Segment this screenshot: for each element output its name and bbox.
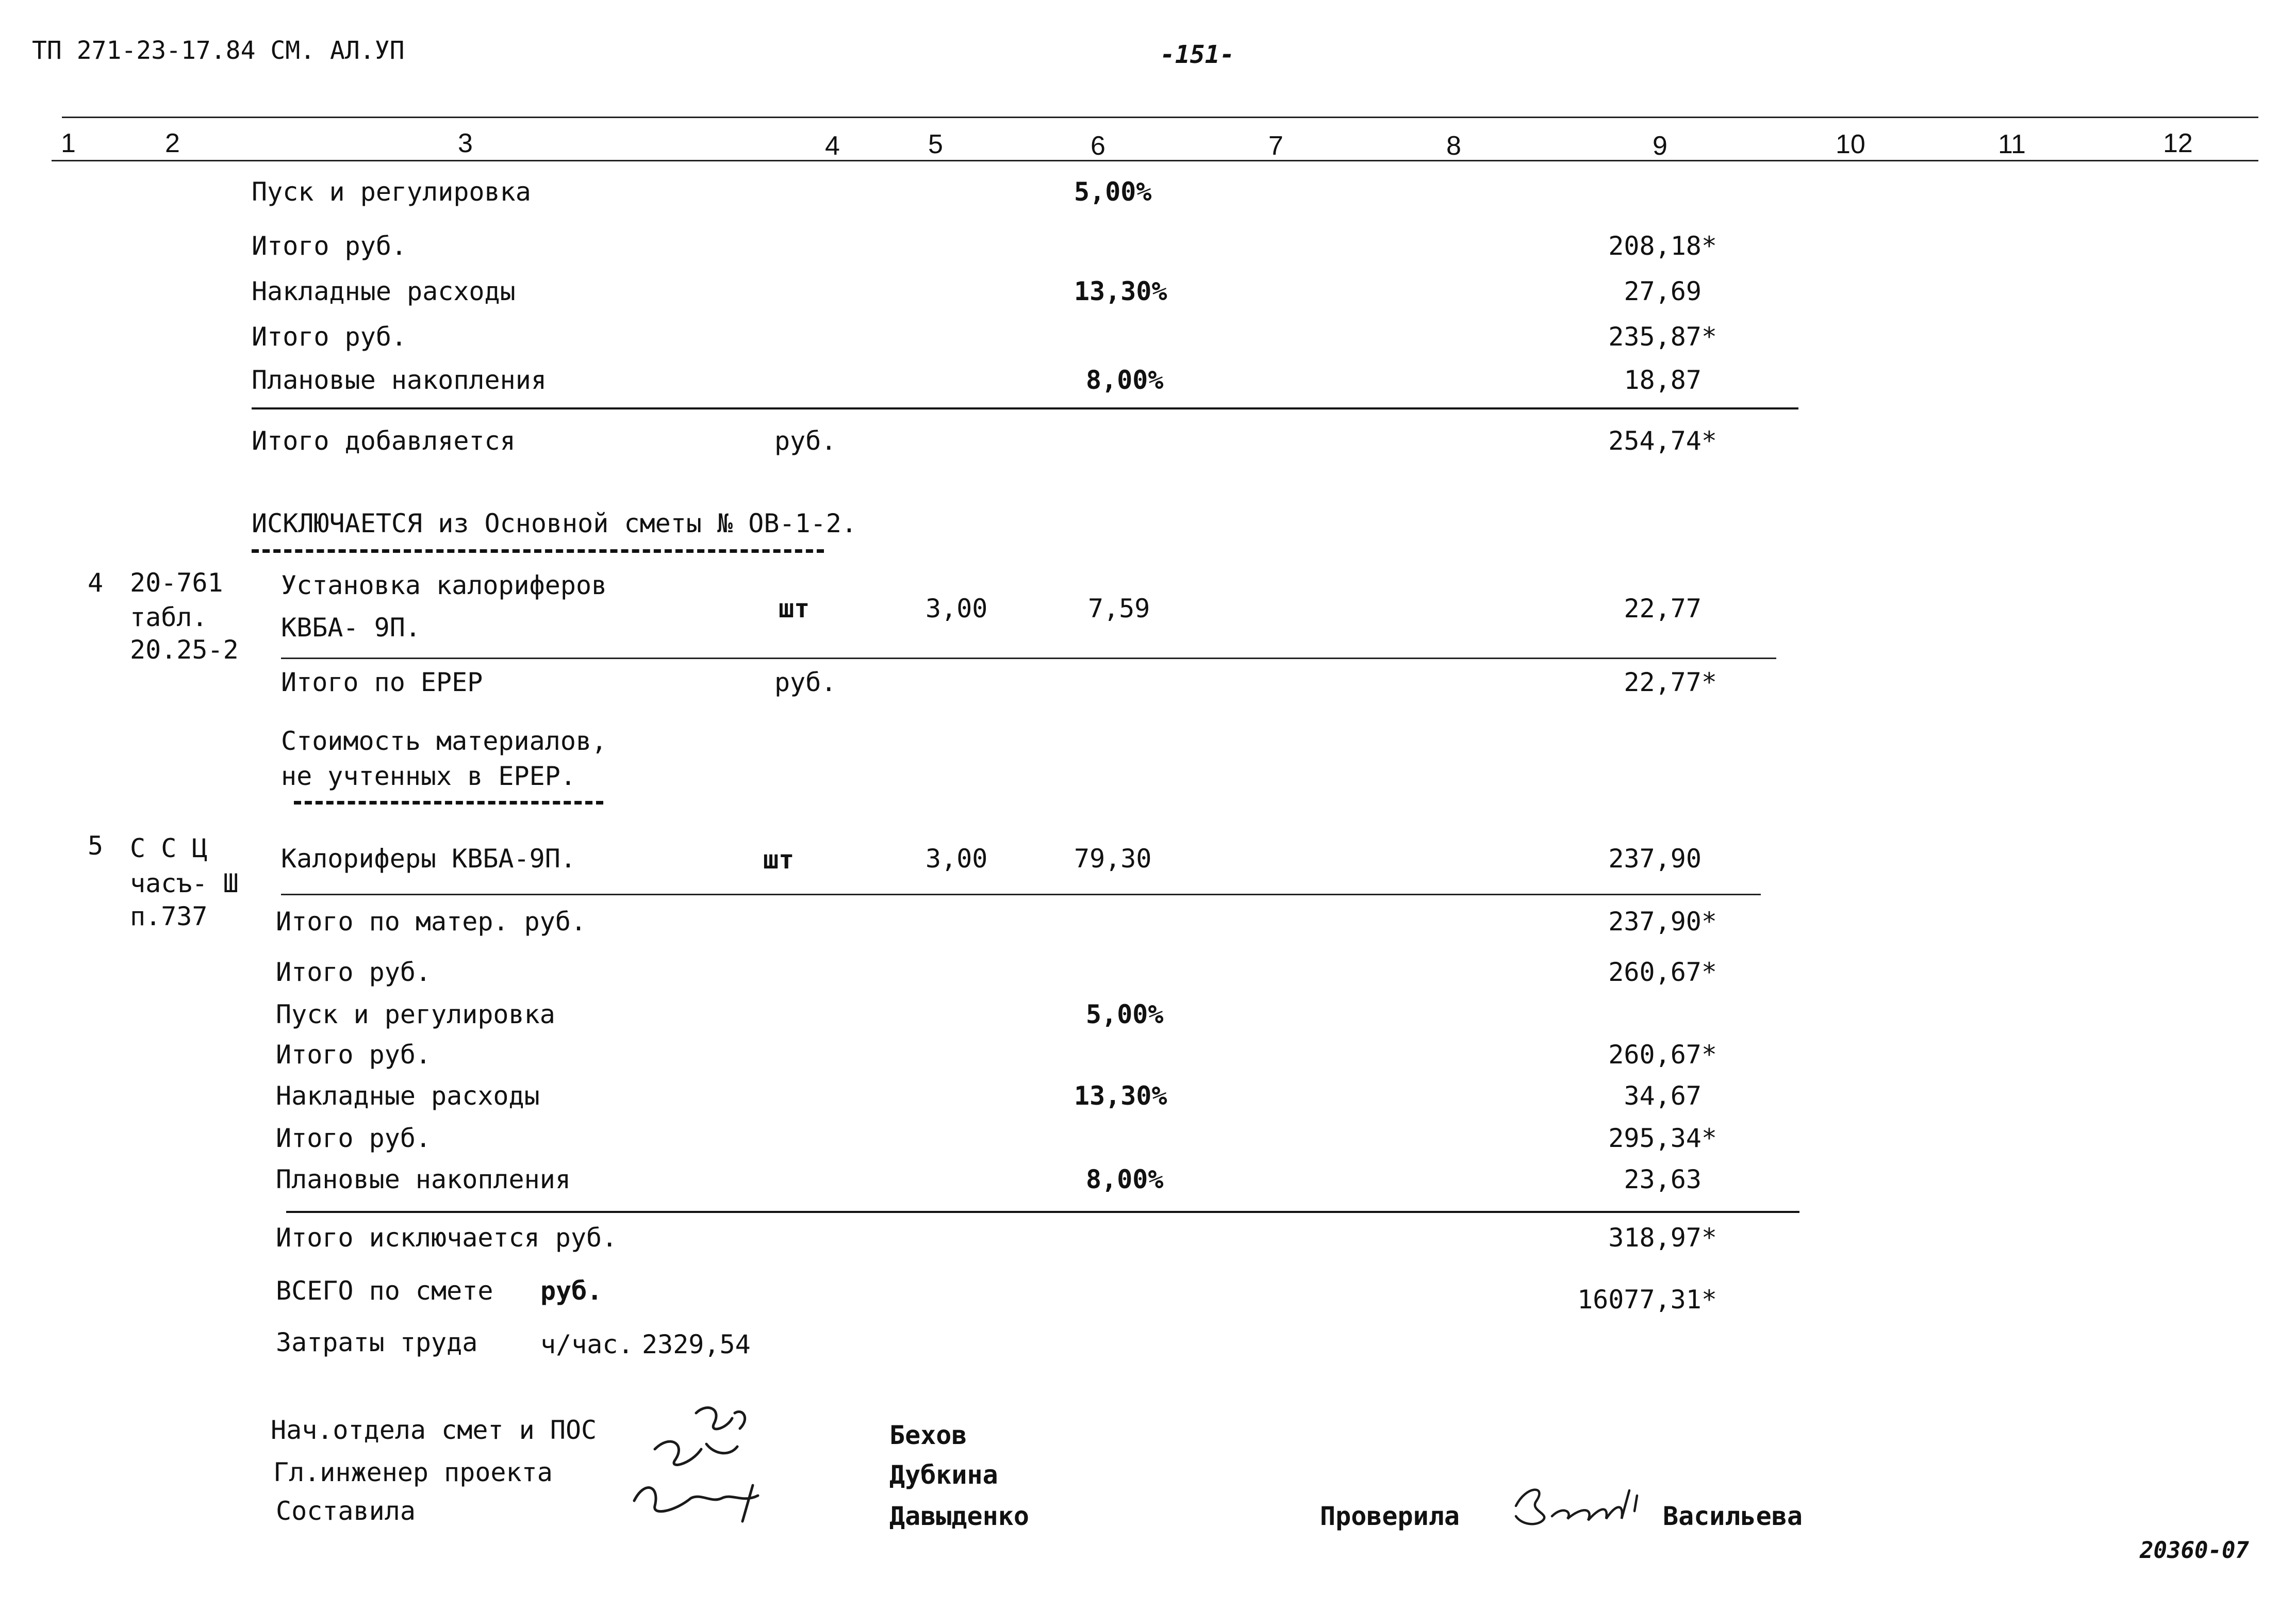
materials-note-line1: Стоимость материалов, bbox=[281, 726, 607, 756]
bottom-code: 20360-07 bbox=[2140, 1537, 2249, 1564]
handwritten-signatures bbox=[603, 1392, 789, 1537]
row-name: Итого руб. bbox=[276, 957, 432, 987]
item4-rule bbox=[281, 658, 1776, 659]
col-header-10: 10 bbox=[1836, 129, 1865, 159]
row-percent: 5,00% bbox=[1086, 999, 1164, 1029]
row-amount: 237,90* bbox=[1608, 907, 1717, 937]
signature-role: Составила bbox=[276, 1496, 416, 1526]
col-header-12: 12 bbox=[2163, 128, 2193, 158]
row-amount: 235,87* bbox=[1608, 322, 1717, 352]
row-amount: 295,34* bbox=[1608, 1123, 1717, 1153]
signature-person: Давыденко bbox=[889, 1501, 1029, 1531]
item-unit: шт bbox=[779, 594, 810, 623]
item-price: 79,30 bbox=[1074, 844, 1152, 874]
row-percent: 8,00% bbox=[1086, 365, 1164, 395]
excluded-heading: ИСКЛЮЧАЕТСЯ из Основной сметы № ОВ-1-2. bbox=[252, 508, 857, 538]
total-added-unit: руб. bbox=[774, 426, 837, 456]
item-code-line3: 20.25-2 bbox=[130, 635, 239, 665]
row-name: Итого по матер. руб. bbox=[276, 907, 587, 937]
signature-person: Дубкина bbox=[889, 1460, 998, 1490]
block2-rule bbox=[286, 1211, 1799, 1213]
total-erer-label: Итого по ЕРЕР bbox=[281, 667, 483, 697]
col-header-7: 7 bbox=[1268, 131, 1283, 161]
item-code-line1: 20-761 bbox=[130, 568, 223, 598]
row-percent: 8,00% bbox=[1086, 1164, 1164, 1194]
col-header-6: 6 bbox=[1091, 131, 1105, 161]
checked-label: Проверила bbox=[1320, 1501, 1460, 1531]
row-name: Плановые накопления bbox=[276, 1164, 571, 1194]
item-qty: 3,00 bbox=[926, 844, 988, 874]
item-number: 5 bbox=[88, 831, 104, 861]
row-name: Плановые накопления bbox=[252, 365, 547, 395]
col-header-5: 5 bbox=[928, 129, 943, 159]
item-total: 237,90 bbox=[1608, 844, 1702, 874]
item-number: 4 bbox=[88, 568, 104, 598]
total-erer-unit: руб. bbox=[774, 667, 837, 697]
grand-total-unit: руб. bbox=[540, 1276, 603, 1306]
header-bottom-rule bbox=[52, 160, 2258, 161]
row-amount: 23,63 bbox=[1624, 1164, 1702, 1194]
total-excluded-amount: 318,97* bbox=[1608, 1223, 1717, 1253]
materials-note-underline bbox=[294, 801, 603, 805]
total-excluded-label: Итого исключается руб. bbox=[276, 1223, 618, 1253]
row-amount: 27,69 bbox=[1624, 276, 1702, 306]
col-header-3: 3 bbox=[458, 128, 473, 158]
grand-total-amount: 16077,31* bbox=[1577, 1285, 1717, 1315]
row-amount: 34,67 bbox=[1624, 1081, 1702, 1111]
excluded-heading-underline bbox=[252, 549, 824, 553]
row-percent: 13,30% bbox=[1074, 1081, 1167, 1111]
signature-role: Гл.инженер проекта bbox=[273, 1457, 553, 1487]
row-name: Пуск и регулировка bbox=[252, 177, 531, 207]
item-total: 22,77 bbox=[1624, 594, 1702, 623]
page-number: -151- bbox=[1160, 40, 1235, 69]
item-code-line2: табл. bbox=[130, 602, 208, 632]
col-header-1: 1 bbox=[61, 128, 76, 158]
labor-value: 2329,54 bbox=[642, 1330, 751, 1359]
row-name: Накладные расходы bbox=[252, 276, 516, 306]
row-name: Итого руб. bbox=[252, 231, 407, 261]
col-header-8: 8 bbox=[1446, 131, 1461, 161]
labor-label: Затраты труда bbox=[276, 1327, 478, 1357]
signature-role: Нач.отдела смет и ПОС bbox=[271, 1415, 597, 1445]
row-name: Итого руб. bbox=[276, 1040, 432, 1070]
item-name-line1: Установка калориферов bbox=[281, 570, 607, 600]
item-code-line3: п.737 bbox=[130, 901, 208, 931]
row-name: Пуск и регулировка bbox=[276, 999, 555, 1029]
total-added-label: Итого добавляется bbox=[252, 426, 516, 456]
checked-signature bbox=[1506, 1475, 1660, 1537]
item-code-line2: часъ- Ш bbox=[130, 868, 239, 898]
item-name: Калориферы КВБА-9П. bbox=[281, 844, 576, 874]
row-amount: 18,87 bbox=[1624, 365, 1702, 395]
signature-person: Бехов bbox=[889, 1420, 967, 1450]
header-top-rule bbox=[62, 117, 2258, 118]
item-price: 7,59 bbox=[1088, 594, 1150, 623]
grand-total-label: ВСЕГО по смете bbox=[276, 1276, 493, 1306]
item-name-line2: КВБА- 9П. bbox=[281, 613, 421, 643]
block1-rule bbox=[252, 407, 1798, 409]
item-code-line1: С С Ц bbox=[130, 833, 208, 863]
col-header-2: 2 bbox=[165, 128, 180, 158]
col-header-11: 11 bbox=[1998, 129, 2026, 159]
item-qty: 3,00 bbox=[926, 594, 988, 623]
labor-unit: ч/час. bbox=[540, 1330, 634, 1359]
row-amount: 260,67* bbox=[1608, 1040, 1717, 1070]
checked-person: Васильева bbox=[1663, 1501, 1803, 1531]
row-name: Итого руб. bbox=[276, 1123, 432, 1153]
col-header-9: 9 bbox=[1653, 131, 1667, 161]
item-unit: шт bbox=[763, 845, 795, 875]
item5-rule bbox=[281, 894, 1761, 895]
materials-note-line2: не учтенных в ЕРЕР. bbox=[281, 761, 576, 791]
row-amount: 260,67* bbox=[1608, 957, 1717, 987]
row-percent: 13,30% bbox=[1074, 276, 1167, 306]
row-name: Итого руб. bbox=[252, 322, 407, 352]
total-added-amount: 254,74* bbox=[1608, 426, 1717, 456]
row-percent: 5,00% bbox=[1074, 177, 1152, 207]
row-name: Накладные расходы bbox=[276, 1081, 540, 1111]
doc-code: ТП 271-23-17.84 СМ. АЛ.УП bbox=[32, 36, 405, 65]
col-header-4: 4 bbox=[825, 131, 840, 161]
row-amount: 208,18* bbox=[1608, 231, 1717, 261]
total-erer-amount: 22,77* bbox=[1624, 667, 1717, 697]
